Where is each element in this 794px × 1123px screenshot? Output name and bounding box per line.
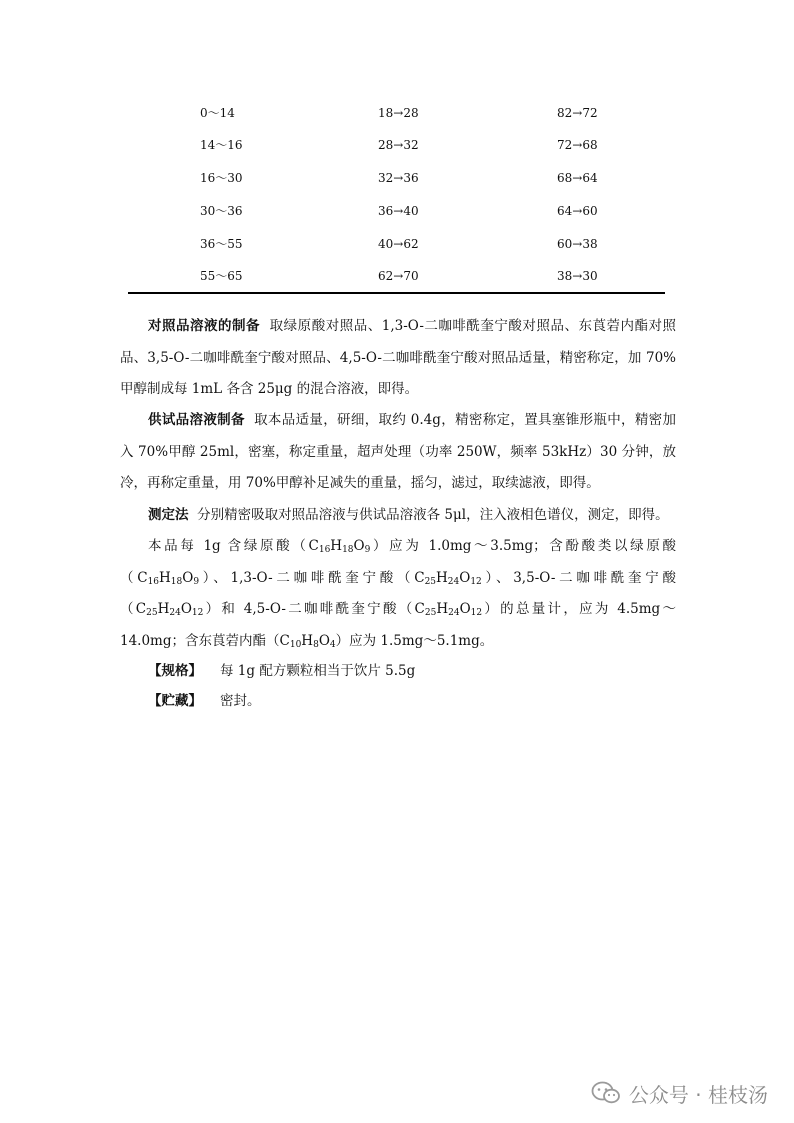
time-cell: 16～30 bbox=[200, 171, 243, 185]
formula-text: H bbox=[301, 632, 314, 649]
formula-subscript: 25 bbox=[424, 608, 437, 618]
formula-subscript: 8 bbox=[313, 639, 319, 650]
formula-text: H bbox=[159, 569, 171, 586]
table-row bbox=[0, 103, 794, 123]
formula-text: H bbox=[157, 601, 170, 617]
watermark bbox=[591, 1078, 768, 1108]
formula-text: H bbox=[436, 601, 449, 617]
time-cell: 36～55 bbox=[200, 237, 243, 251]
specification-line bbox=[148, 661, 415, 681]
wechat-icon bbox=[591, 1081, 621, 1105]
formula-subscript: 18 bbox=[342, 545, 354, 555]
phase-a-cell: 28→32 bbox=[378, 138, 419, 152]
reference-solution-text: 取绿原酸对照品、1,3-O-二咖啡酰奎宁酸对照品、东莨菪内酯对照品、3,5-O-二咖啡酰奎宁酸对照品、4,5-O-二咖啡酰奎宁酸对照品适量，精密称定，加 70%甲醇制成每 1mL 各含 25μg 的混合溶液，即得。 bbox=[120, 318, 677, 397]
phase-b-cell: 60→38 bbox=[557, 237, 598, 251]
test-solution-text: 取本品适量，研细，取约 0.4g，精密称定，置具塞锥形瓶中，精密加入 70%甲醇 25ml，密塞，称定重量，超声处理（功率 250W，频率 53kHz）30 分钟，放冷，再称定重量，用 70%甲醇补足减失的重量，摇匀，滤过，取续滤液，即得。 bbox=[120, 412, 677, 491]
formula-subscript: 12 bbox=[470, 608, 483, 618]
phase-a-cell: 40→62 bbox=[378, 237, 419, 251]
formula-subscript: 12 bbox=[191, 608, 204, 618]
formula-subscript: 16 bbox=[147, 576, 160, 587]
content-limits-text: ）应为 1.0mg～3.5mg；含酚酸类以绿原酸（C bbox=[120, 538, 676, 586]
formula-text: O bbox=[180, 601, 192, 617]
formula-text: O bbox=[459, 569, 471, 586]
specification-value: 每 1g 配方颗粒相当于饮片 5.5g bbox=[220, 663, 416, 679]
formula-text: H bbox=[436, 569, 448, 586]
time-cell: 0～14 bbox=[200, 106, 235, 120]
formula-text: O bbox=[318, 632, 330, 649]
time-cell: 30～36 bbox=[200, 204, 243, 218]
content-limits-text: ）的总量计，应为 4.5mg～14.0mg；含东莨菪内酯（C bbox=[120, 601, 676, 649]
content-limits-text: ）、3,5-O-二咖啡酰奎宁酸（C bbox=[120, 569, 676, 617]
formula-subscript: 18 bbox=[170, 576, 183, 587]
formula-text: O bbox=[182, 569, 194, 586]
formula-subscript: 9 bbox=[193, 576, 200, 587]
formula-subscript: 24 bbox=[447, 576, 460, 587]
phase-b-cell: 82→72 bbox=[557, 106, 598, 120]
formula-text: O bbox=[459, 601, 471, 617]
content-limits-text: ）、1,3-O-二咖啡酰奎宁酸（C bbox=[199, 569, 425, 586]
determination-paragraph bbox=[120, 500, 676, 532]
test-solution-paragraph bbox=[120, 405, 676, 500]
formula-subscript: 25 bbox=[424, 576, 437, 587]
formula-subscript: 4 bbox=[329, 639, 336, 650]
phase-b-cell: 72→68 bbox=[557, 138, 598, 152]
table-row bbox=[0, 201, 794, 221]
formula-subscript: 24 bbox=[169, 608, 181, 618]
table-row bbox=[0, 234, 794, 254]
content-limits-paragraph bbox=[120, 531, 676, 657]
reference-solution-heading: 对照品溶液的制备 bbox=[148, 318, 261, 334]
time-cell: 14～16 bbox=[200, 138, 243, 152]
determination-heading: 测定法 bbox=[148, 507, 189, 523]
watermark-text: 公众号 · 桂枝汤 bbox=[628, 1082, 768, 1107]
table-bottom-rule bbox=[128, 292, 665, 294]
storage-line bbox=[148, 691, 261, 711]
formula-subscript: 25 bbox=[146, 608, 158, 618]
storage-label: 【贮藏】 bbox=[148, 693, 202, 709]
formula-subscript: 10 bbox=[289, 639, 302, 650]
table-row bbox=[0, 266, 794, 286]
content-limits-text: 本品每 1g 含绿原酸（C bbox=[148, 538, 319, 554]
formula-text: O bbox=[353, 538, 365, 554]
phase-b-cell: 38→30 bbox=[557, 269, 598, 283]
phase-a-cell: 32→36 bbox=[378, 171, 419, 185]
phase-a-cell: 62→70 bbox=[378, 269, 419, 283]
formula-subscript: 9 bbox=[364, 545, 371, 555]
content-limits-text: ）和 4,5-O-二咖啡酰奎宁酸（C bbox=[203, 601, 425, 617]
formula-subscript: 24 bbox=[448, 608, 460, 618]
formula-subscript: 16 bbox=[318, 545, 331, 555]
phase-a-cell: 18→28 bbox=[378, 106, 419, 120]
reference-solution-paragraph bbox=[120, 311, 676, 406]
specification-label: 【规格】 bbox=[148, 663, 202, 679]
formula-subscript: 12 bbox=[470, 576, 482, 587]
content-limits-text: ）应为 1.5mg～5.1mg。 bbox=[335, 632, 494, 649]
phase-b-cell: 68→64 bbox=[557, 171, 598, 185]
table-row bbox=[0, 135, 794, 155]
phase-b-cell: 64→60 bbox=[557, 204, 598, 218]
time-cell: 55～65 bbox=[200, 269, 243, 283]
formula-text: H bbox=[330, 538, 343, 554]
table-row bbox=[0, 168, 794, 188]
test-solution-heading: 供试品溶液制备 bbox=[148, 412, 245, 428]
storage-value: 密封。 bbox=[220, 693, 261, 709]
phase-a-cell: 36→40 bbox=[378, 204, 419, 218]
determination-text: 分别精密吸取对照品溶液与供试品溶液各 5μl，注入液相色谱仪，测定，即得。 bbox=[197, 507, 669, 523]
